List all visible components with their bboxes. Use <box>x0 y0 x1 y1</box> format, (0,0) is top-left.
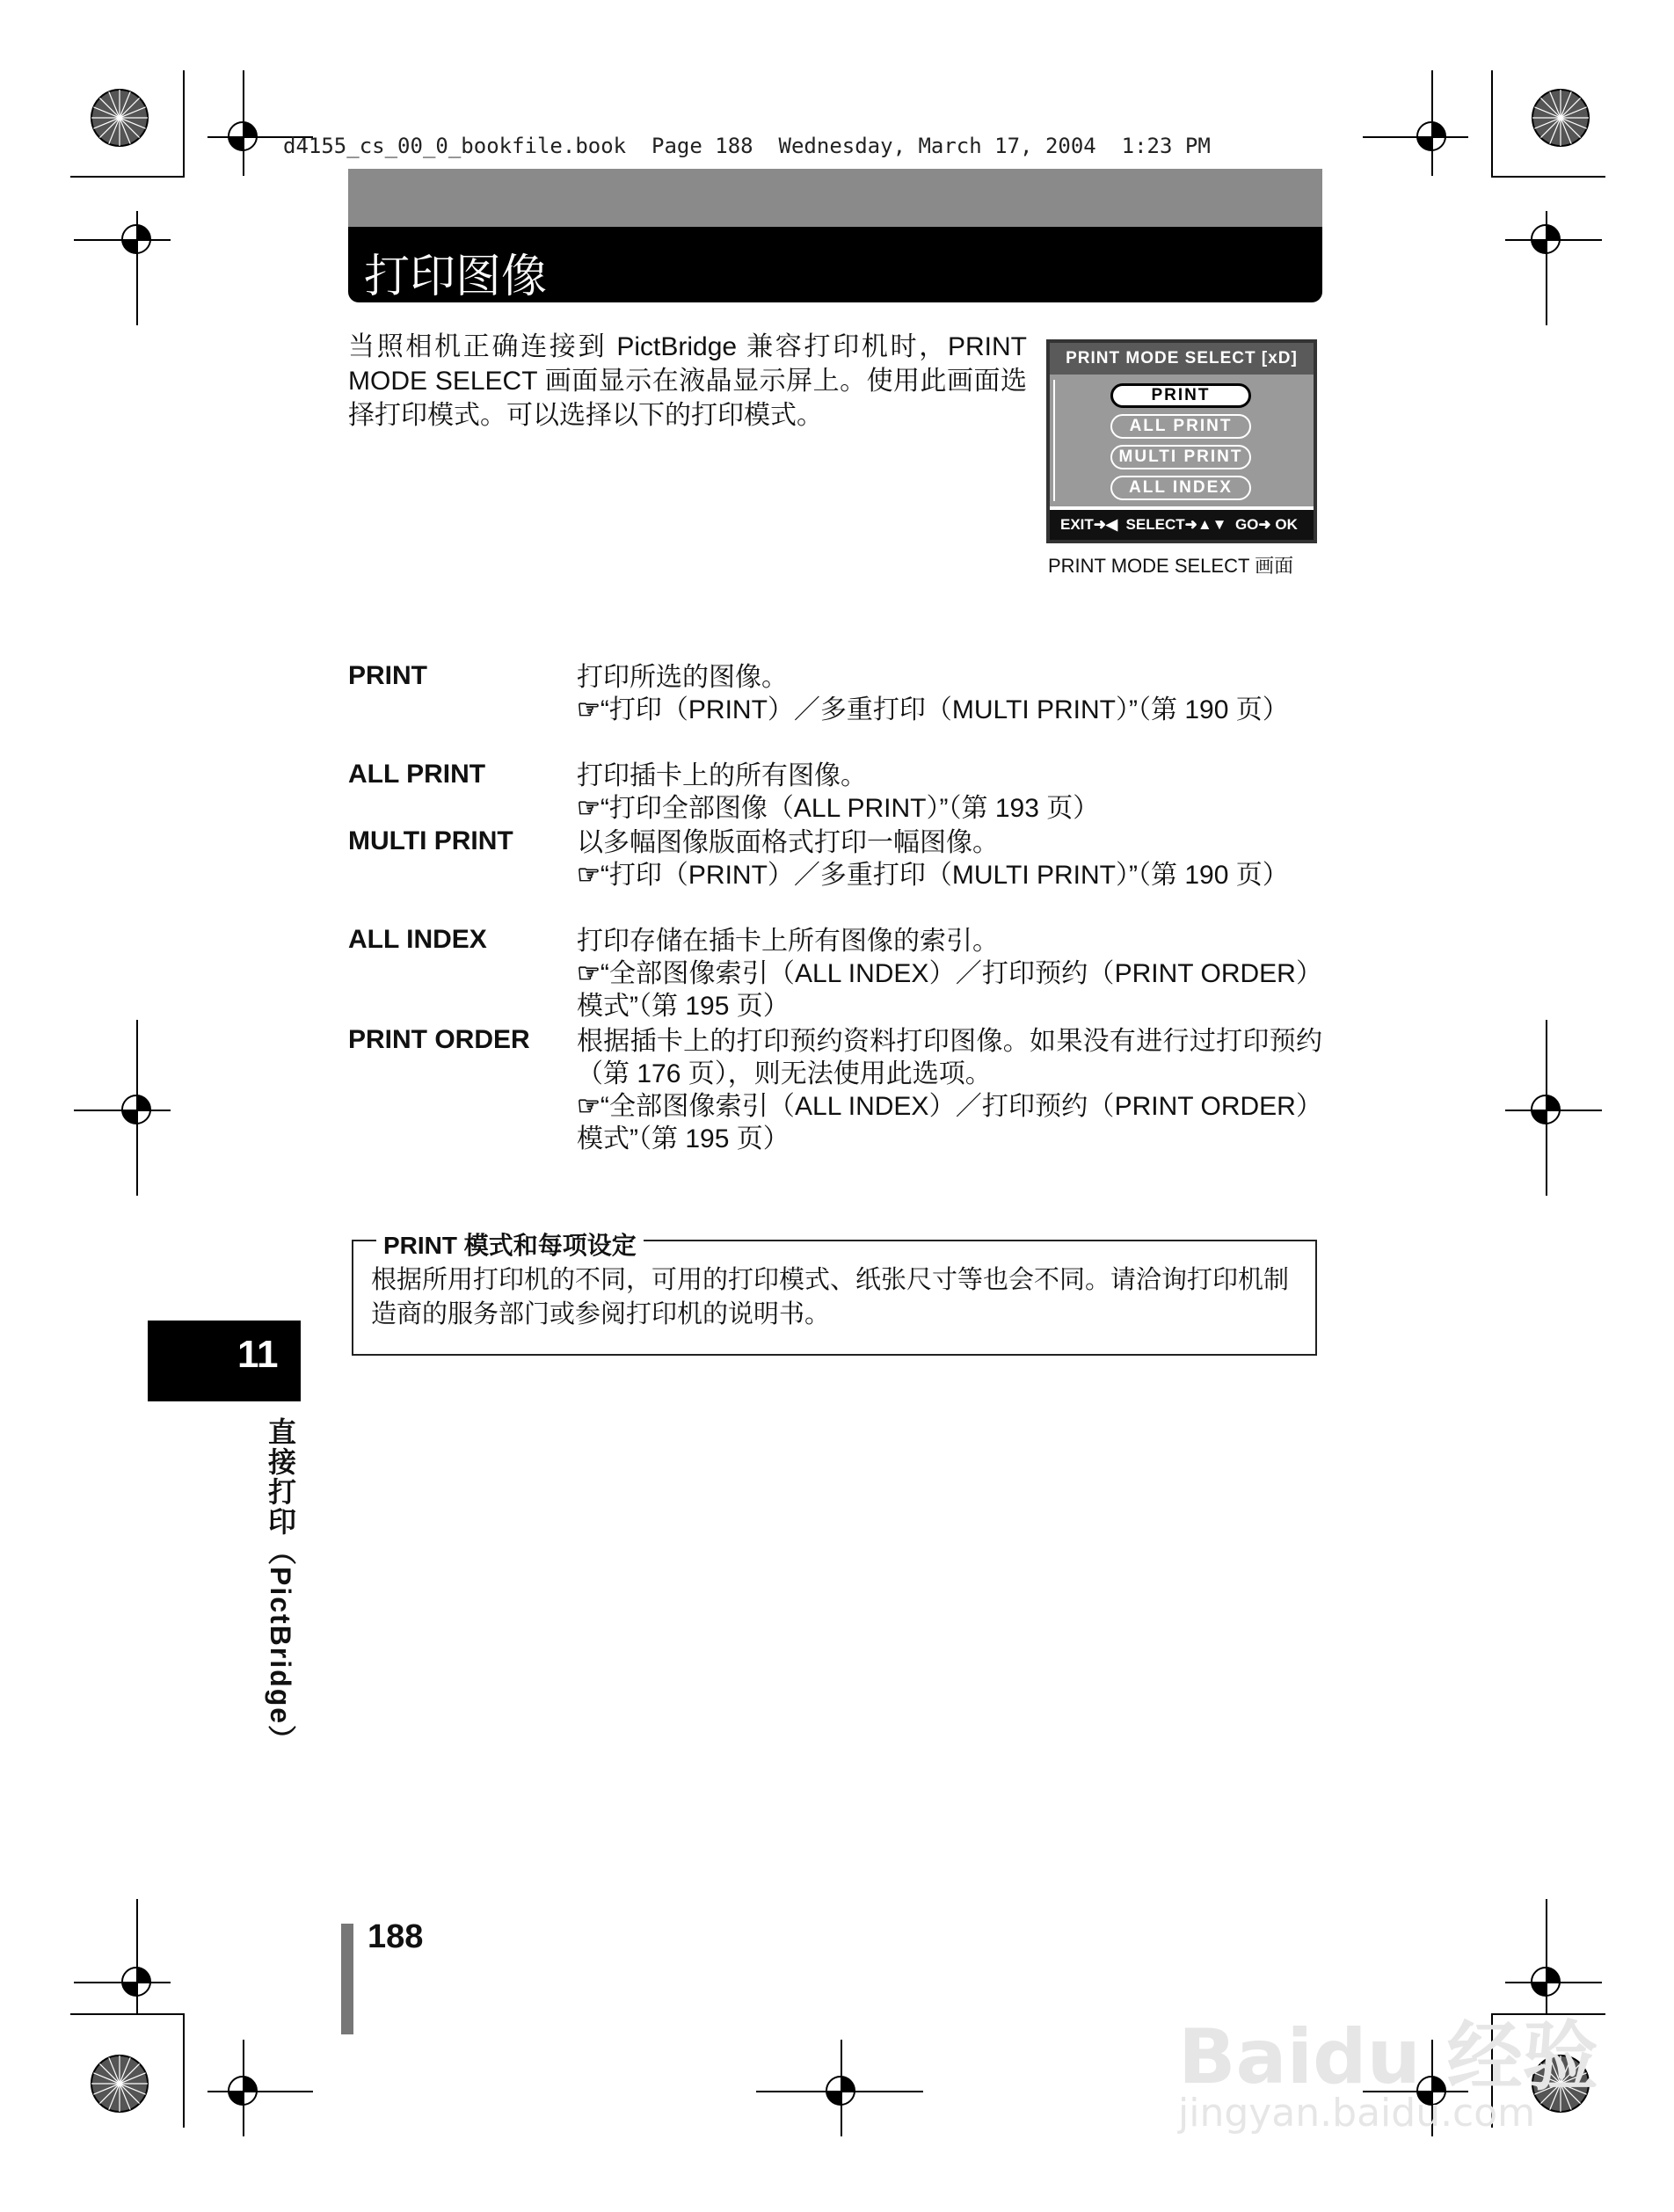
page-number: 188 <box>368 1918 424 1955</box>
watermark-logo: Baidu 经验 <box>1178 2013 1598 2101</box>
mode-desc: 打印存储在插卡上所有图像的索引。 ☞“全部图像索引（ALL INDEX）／打印预约（PRINT ORDER）模式”（第 195 页） <box>577 927 1322 1021</box>
mode-term: PRINT <box>348 661 427 690</box>
mode-desc: 打印所选的图像。 ☞“打印（PRINT）／多重打印（MULTI PRINT）”（第 190 页） <box>577 663 1289 724</box>
lcd-option-all-print: ALL PRINT <box>1110 414 1251 439</box>
note-title: PRINT 模式和每项设定 <box>376 1226 644 1262</box>
note-body: 根据所用打印机的不同，可用的打印模式、纸张尺寸等也会不同。请洽询打印机制造商的服务部门或参阅打印机的说明书。 <box>371 1266 1290 1328</box>
mode-term: ALL PRINT <box>348 760 486 789</box>
mode-term: ALL INDEX <box>348 925 487 954</box>
lcd-footer: EXIT➜◀ SELECT➜▲▼ GO➜ OK <box>1050 510 1314 540</box>
mode-desc: 根据插卡上的打印预约资料打印图像。如果没有进行过打印预约（第 176 页），则无法使用此选项。 ☞“全部图像索引（ALL INDEX）／打印预约（PRINT ORDER）模式”（第 195 页） <box>577 1027 1322 1153</box>
reference-icon: ☞ <box>577 1092 600 1121</box>
lcd-option-all-index: ALL INDEX <box>1110 476 1251 500</box>
intro-paragraph: 当照相机正确连接到 PictBridge 兼容打印机时，PRINT MODE SELECT 画面显示在液晶显示屏上。使用此画面选择打印模式。可以选择以下的打印模式。 <box>348 332 1027 430</box>
reference-icon: ☞ <box>577 959 600 988</box>
reference-icon: ☞ <box>577 794 600 823</box>
chapter-label: 直接打印（PictBridge） <box>265 1417 296 1756</box>
watermark-url: jingyan.baidu.com <box>1178 2091 1536 2136</box>
lcd-scrollbar <box>1053 380 1060 501</box>
lcd-title: PRINT MODE SELECT [xD] <box>1050 343 1314 375</box>
lcd-caption: PRINT MODE SELECT 画面 <box>1048 555 1294 577</box>
page-number-bar <box>341 1924 353 2034</box>
file-header-line: d4155_cs_00_0_bookfile.book Page 188 Wednesday, March 17, 2004 1:23 PM <box>283 134 1211 158</box>
mode-term: PRINT ORDER <box>348 1025 530 1054</box>
reference-icon: ☞ <box>577 695 600 724</box>
chapter-number: 11 <box>237 1333 279 1376</box>
mode-desc: 以多幅图像版面格式打印一幅图像。 ☞“打印（PRINT）／多重打印（MULTI PRINT）”（第 190 页） <box>577 828 1289 890</box>
lcd-option-print: PRINT <box>1110 383 1251 408</box>
mode-term: MULTI PRINT <box>348 826 513 855</box>
reference-icon: ☞ <box>577 861 600 890</box>
page-title: 打印图像 <box>364 251 548 303</box>
title-banner-top <box>348 169 1322 227</box>
mode-desc: 打印插卡上的所有图像。 ☞“打印全部图像（ALL PRINT）”（第 193 页） <box>577 761 1100 823</box>
lcd-option-multi-print: MULTI PRINT <box>1110 445 1251 469</box>
